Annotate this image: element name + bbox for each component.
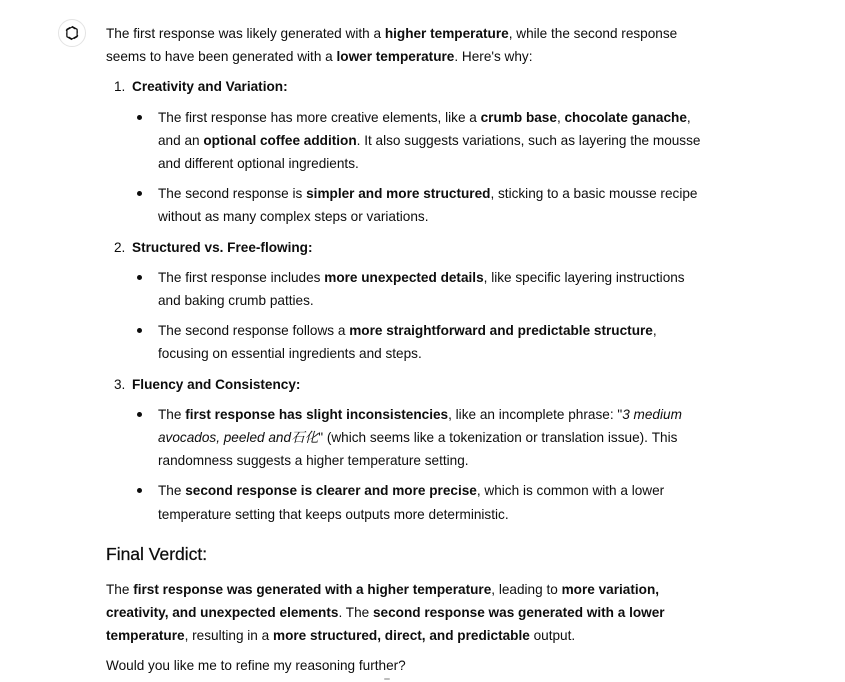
bullet-item: The second response follows a more straightforward and predictable structure, focusing on essential ingredients and steps. [106,319,706,365]
final-verdict-heading: Final Verdict: [106,543,208,564]
section-title: Structured vs. Free-flowing: [132,239,313,255]
bullet-item: The first response includes more unexpected details, like specific layering instructions and baking crumb patties. [106,266,706,312]
message-content [106,22,706,678]
bullet-dot [137,488,142,493]
list-number: 2. [114,239,126,255]
bullet-dot [137,191,142,196]
bullet-dot [137,328,142,333]
list-item-1 [106,75,706,98]
list-number: 3. [114,376,126,392]
list-item-2 [106,236,706,259]
bullet-item: The first response has more creative elements, like a crumb base, chocolate ganache, and an optional coffee addition. It also suggests variations, such as layering the mousse and different optional ingredients. [106,106,706,176]
bullet-item: The second response is clearer and more precise, which is common with a lower temperature setting that keeps outputs more deterministic. [106,479,706,525]
verdict-paragraph: The first response was generated with a higher temperature, leading to more variation, creativity, and unexpected elements. The second response was generated with a lower temperature, resulting in a more structured, direct, and predictable output. [106,581,665,644]
list-number: 1. [114,79,126,95]
list-item-3 [106,373,706,396]
assistant-avatar [58,19,86,47]
openai-logo-icon [63,24,81,42]
bullet-dot [137,412,142,417]
intro-paragraph: The first response was likely generated with a higher temperature, while the second response seems to have been generated with a lower temperature. Here's why: [106,26,678,65]
section-title: Fluency and Consistency: [132,376,301,392]
bullet-dot [137,115,142,120]
bullet-dot [137,275,142,280]
closing-question: Would you like me to refine my reasoning further? [106,658,406,674]
scroll-indicator [384,678,390,680]
bullet-item: The first response has slight inconsistencies, like an incomplete phrase: "3 medium avocados, peeled and石化" (which seems like a tokenization or translation issue). This randomness suggests a higher temperature setting. [106,403,706,473]
section-title: Creativity and Variation: [132,79,288,95]
bullet-item: The second response is simpler and more structured, sticking to a basic mousse recipe without as many complex steps or variations. [106,182,706,228]
